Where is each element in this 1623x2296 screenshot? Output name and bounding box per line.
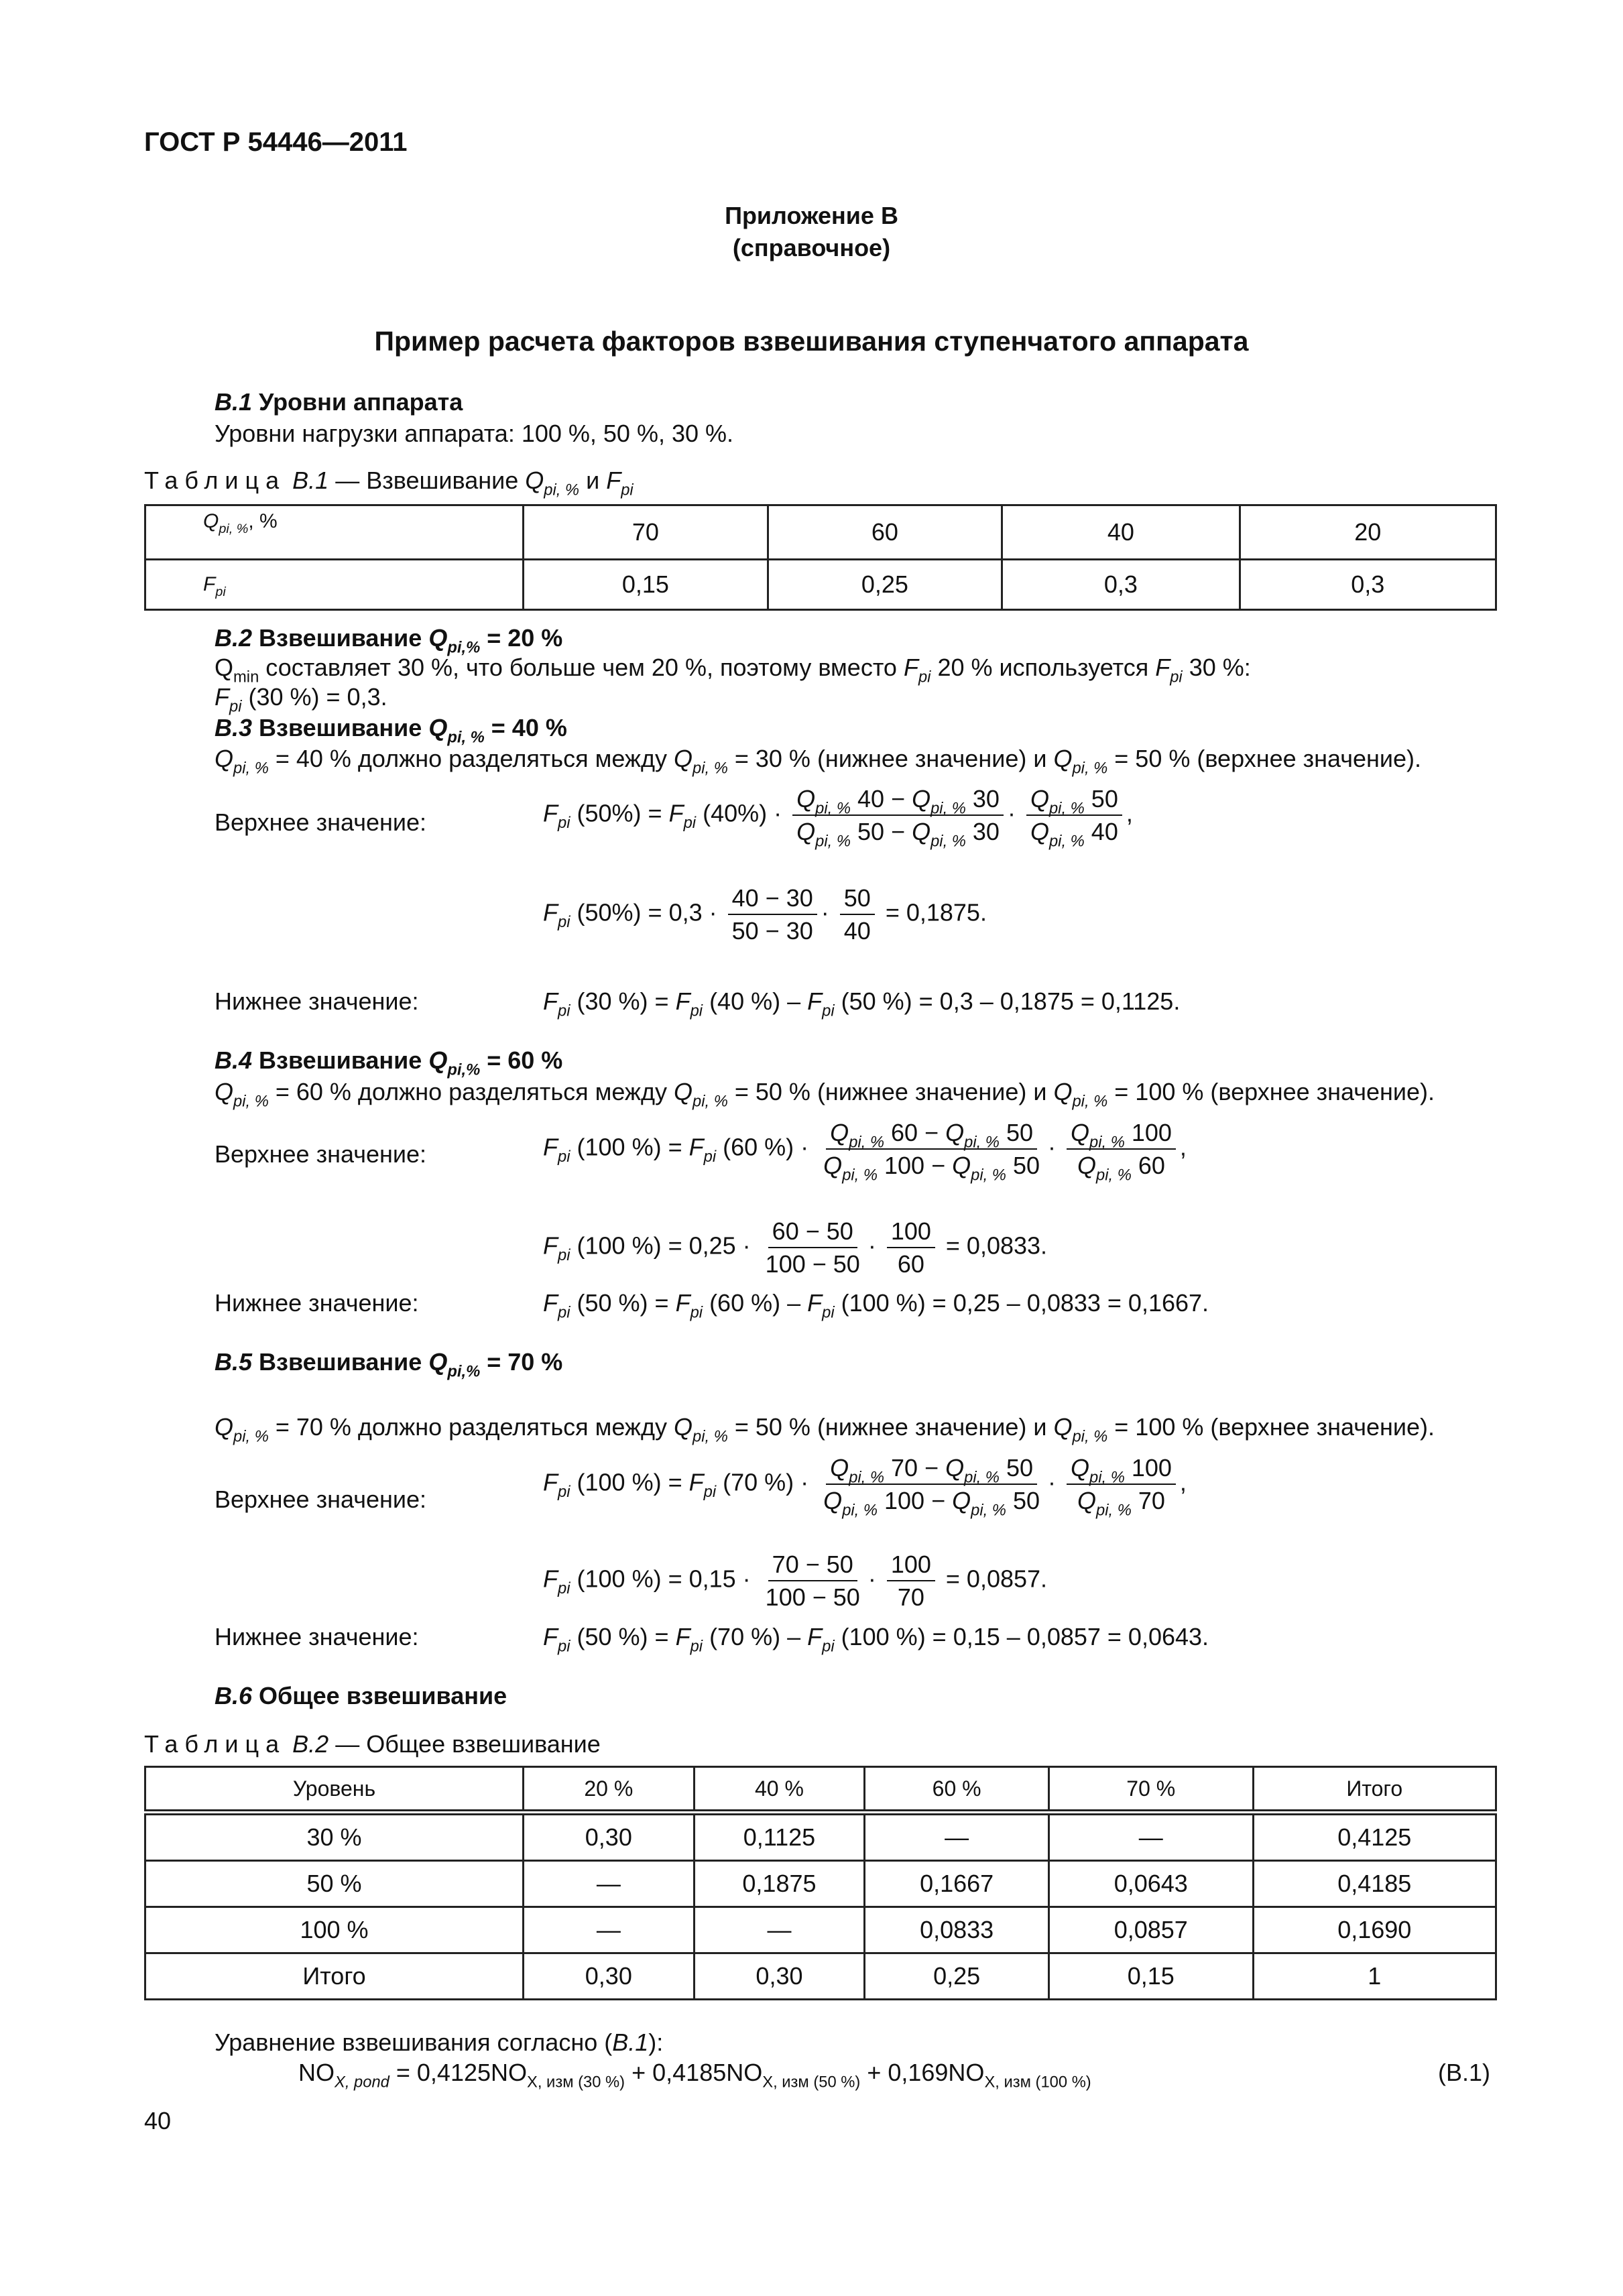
table1-cell: 40 [1002,505,1240,560]
section-b5-title: В.5 Взвешивание $Q_{pi,\%} = 70$ % [215,1348,563,1381]
fraction: $\frac{60 - 50}{100 - 50}$ [765,1217,860,1278]
table2-cell: 0,1125 [694,1813,865,1861]
b4-equation-1: $F_{pi}$ (100 %) = $F_{pi}$ (60 %) · $\frac{Q_{pi, \%} 60 - Q_{pi, \%} 50}{Q_{pi, \%} 100 - Q_{pi, \%} 50}$ · $\frac{Q_{pi, \%} 100}{Q_{pi, \%} 60}$ , [543,1119,1187,1185]
b5-lower-equation: $F_{pi}$ (50 %) = $F_{pi}$ (70 %) – $F_{pi}$ (100 %) = 0,15 – 0,0857 = 0,0643. [543,1623,1209,1656]
table2-cell: — [524,1907,695,1953]
table2-header: 60 % [865,1767,1049,1813]
table2-cell: — [524,1861,695,1907]
table2-cell: 0,25 [865,1953,1049,2000]
table2-caption: Таблица В.2 — Общее взвешивание [144,1730,601,1758]
b4-upper-label: Верхнее значение: [215,1140,426,1168]
table2-cell: 0,0833 [865,1907,1049,1953]
b3-equation-1: $F_{pi}$ $(50\%) = F_{pi}$ (40%) · $\frac{Q_{pi, \%} 40 - Q_{pi, \%} 30}{Q_{pi, \%} 50 - Q_{pi, \%} 30}$ · $\frac{Q_{pi, \%} 50}{Q_{pi, \%} 40}$ , [543,785,1133,851]
table2-header-row [145,1767,1496,1813]
b3-lower-label: Нижнее значение: [215,987,419,1015]
appendix-title: Приложение В [725,202,898,229]
table2-cell: 0,4125 [1253,1813,1496,1861]
table1 [144,504,1497,611]
table2-cell: — [694,1907,865,1953]
b4-lower-equation: $F_{pi}$ (50 %) = $F_{pi}$ (60 %) – $F_{pi}$ (100 %) = 0,25 – 0,0833 = 0,1667. [543,1289,1209,1322]
table2-cell: 1 [1253,1953,1496,2000]
table1-cell: 70 [524,505,768,560]
table2-cell: 0,4185 [1253,1861,1496,1907]
table-row [145,1813,1496,1861]
table1-cell: 0,15 [524,560,768,610]
b3-equation-2: $F_{pi}$ (50%) = 0,3 · $\frac{40 - 30}{50 - 30}$ · $\frac{50}{40}$ = 0,1875. [543,884,987,945]
table2-cell: — [1048,1813,1253,1861]
table-row [145,1953,1496,2000]
section-b6-title: В.6 Общее взвешивание [215,1682,507,1709]
fraction: $\frac{Q_{pi, \%} 40 - Q_{pi, \%} 30}{Q_{pi, \%} 50 - Q_{pi, \%} 30}$ [792,784,1004,846]
table2-cell: 50 % [145,1861,524,1907]
section-b3-text: $Q_{pi, \%} = 40$ % должно разделяться между $Q_{pi, \%} = 30$ % (нижнее значение) и $Q_{pi, \%} = 50$ % (верхнее значение). [215,745,1422,778]
section-b4-text: $Q_{pi, \%} = 60$ % должно разделяться между $Q_{pi, \%} = 50$ % (нижнее значение) и $Q_{pi, \%} = 100$ % (верхнее значение). [215,1078,1435,1111]
table-row [145,1861,1496,1907]
section-b4-title: В.4 Взвешивание $Q_{pi,\%} = 60$ % [215,1046,563,1079]
fraction: $\frac{40 - 30}{50 - 30}$ [728,884,817,945]
table1-row-q [145,505,1496,560]
table1-cell: 0,3 [1002,560,1240,610]
fraction: $\frac{Q_{pi, \%} 100}{Q_{pi, \%} 70}$ [1067,1453,1176,1515]
section-b1-title: В.1 Уровни аппарата [215,388,463,416]
appendix-kind: (справочное) [732,234,891,261]
page-number: 40 [144,2107,172,2134]
table2-cell: — [865,1813,1049,1861]
section-b2-line2: $F_{pi}$ (30 %) = 0,3. [215,683,387,716]
table2-header: Уровень [145,1767,524,1813]
table2-cell: 100 % [145,1907,524,1953]
b3-lower-equation: $F_{pi}$ (30 %) = $F_{pi}$ (40 %) – $F_{pi}$ (50 %) = 0,3 – 0,1875 = 0,1125. [543,987,1181,1020]
appendix-heading: Пример расчета факторов взвешивания ступенчатого аппарата [374,326,1249,357]
b5-upper-label: Верхнее значение: [215,1486,426,1513]
table2-cell: Итого [145,1953,524,2000]
doc-id: ГОСТ Р 54446—2011 [144,127,408,157]
final-intro: Уравнение взвешивания согласно (В.1): [215,2029,664,2056]
table2-cell: 0,15 [1048,1953,1253,2000]
table2-cell: 0,30 [524,1953,695,2000]
b3-upper-label: Верхнее значение: [215,808,426,836]
table2-cell: 0,30 [524,1813,695,1861]
table2-header: 40 % [694,1767,865,1813]
fraction: $\frac{Q_{pi, \%} 100}{Q_{pi, \%} 60}$ [1067,1118,1176,1180]
table-row [145,1907,1496,1953]
b5-lower-label: Нижнее значение: [215,1623,419,1650]
table2 [144,1766,1497,2000]
table2-header: Итого [1253,1767,1496,1813]
table2-cell: 0,1690 [1253,1907,1496,1953]
table2-header: 20 % [524,1767,695,1813]
table2-header: 70 % [1048,1767,1253,1813]
table2-cell: 30 % [145,1813,524,1861]
b5-equation-1: $F_{pi}$ (100 %) = $F_{pi}$ (70 %) · $\frac{Q_{pi, \%} 70 - Q_{pi, \%} 50}{Q_{pi, \%} 100 - Q_{pi, \%} 50}$ · $\frac{Q_{pi, \%} 100}{Q_{pi, \%} 70}$ , [543,1454,1187,1520]
table1-cell: 20 [1240,505,1496,560]
b4-lower-label: Нижнее значение: [215,1289,419,1317]
table1-cell: 0,25 [768,560,1002,610]
table1-caption: Таблица В.1 — Взвешивание $Q_{pi, \%}$ и $F_{pi}$ [144,467,634,499]
table2-cell: 0,30 [694,1953,865,2000]
table2-cell: 0,0643 [1048,1861,1253,1907]
b5-equation-2: $F_{pi}$ (100 %) = 0,15 · $\frac{70 - 50}{100 - 50}$ · $\frac{100}{70}$ = 0,0857. [543,1551,1048,1612]
section-b5-text: $Q_{pi, \%} = 70$ % должно разделяться между $Q_{pi, \%} = 50$ % (нижнее значение) и $Q_{pi, \%} = 100$ % (верхнее значение). [215,1413,1435,1446]
fraction: $\frac{100}{70}$ [887,1550,935,1612]
table1-cell: 0,3 [1240,560,1496,610]
table1-label-f: $F_{pi}$ [145,560,524,610]
fraction: $\frac{Q_{pi, \%} 60 - Q_{pi, \%} 50}{Q_{pi, \%} 100 - Q_{pi, \%} 50}$ [823,1119,1040,1185]
section-b3-title: В.3 Взвешивание $Q_{pi, \%} = 40$ % [215,714,567,747]
section-b2-line1: $Q_{min}$ составляет 30 %, что больше чем 20 %, поэтому вместо $F_{pi}$ 20 % используется $F_{pi}$ 30 %: [215,654,1251,686]
fraction: $\frac{50}{40}$ [840,884,875,945]
table1-label-q: $Q_{pi, \%}$, % [145,505,524,560]
section-b2-title: В.2 Взвешивание $Q_{pi,\%} = 20$ % [215,624,563,657]
b4-equation-2: $F_{pi}$ (100 %) = 0,25 · $\frac{60 - 50}{100 - 50}$ · $\frac{100}{60}$ = 0,0833. [543,1217,1048,1278]
table2-cell: 0,0857 [1048,1907,1253,1953]
table1-cell: 60 [768,505,1002,560]
final-equation: $NO_{X, pond} = 0,4125NO_{X, изм (30 \%)} + 0,4185NO_{X, изм (50 \%)} + 0,169NO_{X, изм (100 \%)}$ [298,2059,1091,2092]
equation-label: (В.1) [1438,2059,1491,2086]
fraction: $\frac{Q_{pi, \%} 70 - Q_{pi, \%} 50}{Q_{pi, \%} 100 - Q_{pi, \%} 50}$ [823,1454,1040,1520]
table1-row-f [145,560,1496,610]
table2-cell: 0,1667 [865,1861,1049,1907]
section-b1-text: Уровни нагрузки аппарата: 100 %, 50 %, 30 %. [215,420,734,447]
table2-cell: 0,1875 [694,1861,865,1907]
fraction: $\frac{100}{60}$ [887,1217,935,1278]
fraction: $\frac{Q_{pi, \%} 50}{Q_{pi, \%} 40}$ [1026,784,1122,846]
fraction: $\frac{70 - 50}{100 - 50}$ [765,1551,860,1612]
